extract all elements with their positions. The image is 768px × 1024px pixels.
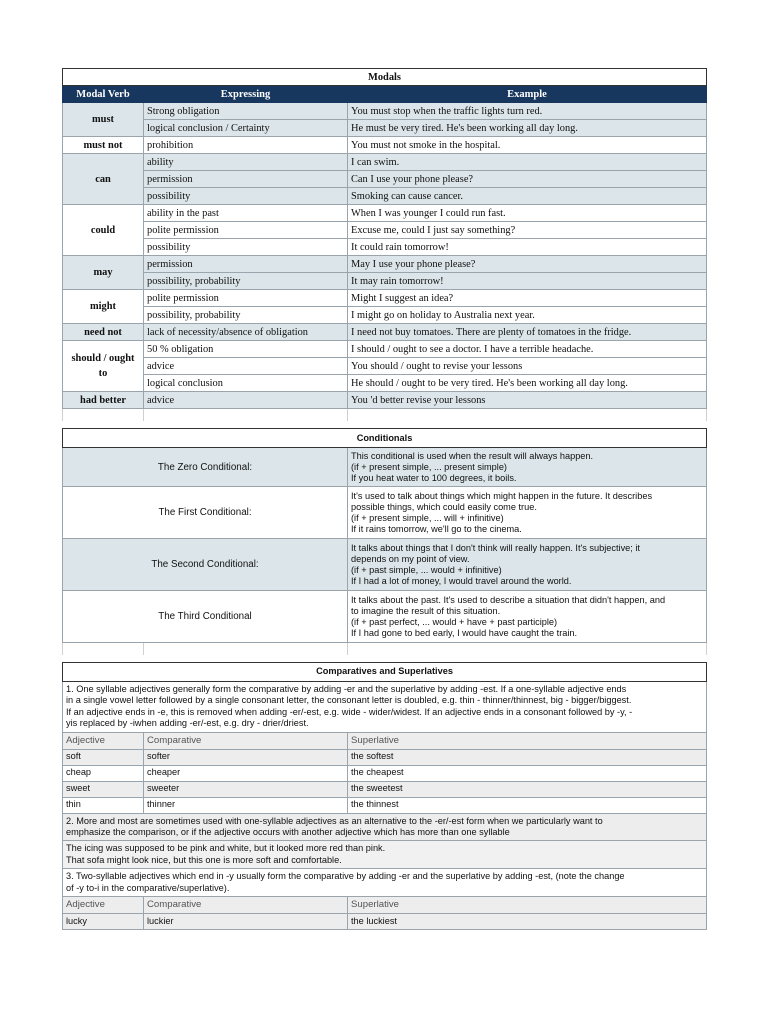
example-cell: Can I use your phone please? — [348, 171, 707, 188]
modals-title: Modals — [63, 69, 707, 86]
rule-2-paragraph — [63, 813, 707, 841]
example-line: That sofa might look nice, but this one is more soft and comfortable. — [66, 854, 342, 865]
description-line: (if + past simple, ... would + infinitive) — [351, 564, 502, 575]
comparatives-title: Comparatives and Superlatives — [63, 663, 707, 682]
example-cell: May I use your phone please? — [348, 256, 707, 273]
column-header-superlative: Superlative — [348, 897, 707, 914]
rule-line: 3. Two-syllable adjectives which end in -y usually form the comparative by adding -er and the superlative by adding -est, (note the change — [66, 871, 625, 882]
description-line: depends on my point of view. — [351, 553, 470, 564]
column-header-example: Example — [348, 86, 707, 103]
expressing-cell: polite permission — [144, 290, 348, 307]
example-cell: I need not buy tomatoes. There are plenty of tomatoes in the fridge. — [348, 324, 707, 341]
column-header-adjective: Adjective — [63, 732, 144, 749]
example-cell: I can swim. — [348, 154, 707, 171]
column-header-modal-verb: Modal Verb — [63, 86, 144, 103]
conditional-name: The Second Conditional: — [63, 539, 348, 591]
modals-table — [62, 68, 707, 421]
column-header-comparative: Comparative — [144, 897, 348, 914]
example-cell: You must not smoke in the hospital. — [348, 137, 707, 154]
comparative-cell: sweeter — [144, 781, 348, 797]
modal-verb-cell: could — [63, 205, 144, 256]
expressing-cell: ability — [144, 154, 348, 171]
superlative-cell: the luckiest — [348, 914, 707, 930]
expressing-cell: possibility — [144, 239, 348, 256]
expressing-cell: 50 % obligation — [144, 341, 348, 358]
description-line: possible things, which could easily come true. — [351, 501, 537, 512]
conditionals-table — [62, 428, 707, 655]
rule-line: yis replaced by -iwhen adding -er/-est, e.g. dry - drier/driest. — [66, 718, 309, 729]
spreadsheet-page — [62, 68, 706, 930]
comparative-cell: cheaper — [144, 765, 348, 781]
comparative-cell: softer — [144, 749, 348, 765]
expressing-cell: polite permission — [144, 222, 348, 239]
expressing-cell: prohibition — [144, 137, 348, 154]
comparatives-table — [62, 662, 707, 930]
description-line: This conditional is used when the result will always happen. — [351, 450, 594, 461]
modal-verb-cell: might — [63, 290, 144, 324]
expressing-cell: possibility, probability — [144, 307, 348, 324]
rule-line: 1. One syllable adjectives generally form the comparative by adding -er and the superlative by adding -est. If a one-syllable adjective ends — [66, 684, 627, 694]
conditional-description — [348, 487, 707, 539]
superlative-cell: the cheapest — [348, 765, 707, 781]
adjective-cell: lucky — [63, 914, 144, 930]
column-header-comparative: Comparative — [144, 732, 348, 749]
rule-line: in a single vowel letter followed by a single consonant letter, the consonant letter is doubled, e.g. thin - thinner/thinnest, big - bigger/biggest. — [66, 695, 632, 706]
expressing-cell: possibility, probability — [144, 273, 348, 290]
description-line: (if + present simple, ... present simple) — [351, 461, 507, 472]
column-header-expressing: Expressing — [144, 86, 348, 103]
expressing-cell: permission — [144, 171, 348, 188]
superlative-cell: the softest — [348, 749, 707, 765]
expressing-cell: possibility — [144, 188, 348, 205]
modal-verb-cell: may — [63, 256, 144, 290]
description-line: (if + past perfect, ... would + have + past participle) — [351, 616, 558, 627]
description-line: It talks about things that I don't think will really happen. It's subjective; it — [351, 542, 640, 553]
expressing-cell: advice — [144, 392, 348, 409]
description-line: It's used to talk about things which might happen in the future. It describes — [351, 490, 653, 501]
example-cell: Excuse me, could I just say something? — [348, 222, 707, 239]
modal-verb-cell: can — [63, 154, 144, 205]
conditional-description — [348, 591, 707, 643]
expressing-cell: permission — [144, 256, 348, 273]
rule-line: of -y to-i in the comparative/superlative). — [66, 882, 230, 893]
comparative-cell: luckier — [144, 914, 348, 930]
conditional-name: The First Conditional: — [63, 487, 348, 539]
rule-line: emphasize the comparison, or if the adjective occurs with another adjective which has more than one syllable — [66, 827, 510, 838]
example-cell: I might go on holiday to Australia next year. — [348, 307, 707, 324]
expressing-cell: logical conclusion — [144, 375, 348, 392]
superlative-cell: the sweetest — [348, 781, 707, 797]
comparative-cell: thinner — [144, 797, 348, 813]
column-header-superlative: Superlative — [348, 732, 707, 749]
description-line: It talks about the past. It's used to describe a situation that didn't happen, and — [351, 594, 666, 605]
example-cell: It could rain tomorrow! — [348, 239, 707, 256]
example-cell: I should / ought to see a doctor. I have a terrible headache. — [348, 341, 707, 358]
conditional-description — [348, 448, 707, 487]
expressing-cell: ability in the past — [144, 205, 348, 222]
description-line: If I had a lot of money, I would travel around the world. — [351, 575, 572, 586]
example-cell: You must stop when the traffic lights turn red. — [348, 103, 707, 120]
expressing-cell: advice — [144, 358, 348, 375]
modal-verb-cell: had better — [63, 392, 144, 409]
description-line: to imagine the result of this situation. — [351, 605, 501, 616]
modal-verb-cell: need not — [63, 324, 144, 341]
superlative-cell: the thinnest — [348, 797, 707, 813]
conditional-name: The Zero Conditional: — [63, 448, 348, 487]
modal-verb-cell: should / ought to — [63, 341, 144, 392]
rule-line: 2. More and most are sometimes used with one-syllable adjectives as an alternative to the -er/-est form when we particularly want to — [66, 815, 603, 826]
description-line: If you heat water to 100 degrees, it boils. — [351, 472, 517, 483]
example-cell: You should / ought to revise your lessons — [348, 358, 707, 375]
modal-verb-cell: must not — [63, 137, 144, 154]
example-cell: When I was younger I could run fast. — [348, 205, 707, 222]
expressing-cell: lack of necessity/absence of obligation — [144, 324, 348, 341]
rule-3-paragraph — [63, 869, 707, 897]
example-cell: Might I suggest an idea? — [348, 290, 707, 307]
rule-2-examples — [63, 841, 707, 869]
column-header-adjective: Adjective — [63, 897, 144, 914]
adjective-cell: cheap — [63, 765, 144, 781]
conditional-description — [348, 539, 707, 591]
conditionals-title: Conditionals — [63, 429, 707, 448]
modal-verb-cell: must — [63, 103, 144, 137]
rule-line: If an adjective ends in -e, this is removed when adding -er/-est, e.g. wide - wider/widest. If an adjective ends in a consonant followed by -y, - — [66, 706, 633, 717]
adjective-cell: sweet — [63, 781, 144, 797]
description-line: If I had gone to bed early, I would have caught the train. — [351, 627, 578, 638]
expressing-cell: logical conclusion / Certainty — [144, 120, 348, 137]
adjective-cell: soft — [63, 749, 144, 765]
conditional-name: The Third Conditional — [63, 591, 348, 643]
example-cell: He must be very tired. He's been working all day long. — [348, 120, 707, 137]
expressing-cell: Strong obligation — [144, 103, 348, 120]
description-line: If it rains tomorrow, we'll go to the cinema. — [351, 523, 522, 534]
rule-1-paragraph — [63, 682, 707, 733]
example-line: The icing was supposed to be pink and white, but it looked more red than pink. — [66, 843, 386, 854]
example-cell: He should / ought to be very tired. He's been working all day long. — [348, 375, 707, 392]
adjective-cell: thin — [63, 797, 144, 813]
example-cell: You 'd better revise your lessons — [348, 392, 707, 409]
description-line: (if + present simple, ... will + infinitive) — [351, 512, 504, 523]
example-cell: It may rain tomorrow! — [348, 273, 707, 290]
example-cell: Smoking can cause cancer. — [348, 188, 707, 205]
